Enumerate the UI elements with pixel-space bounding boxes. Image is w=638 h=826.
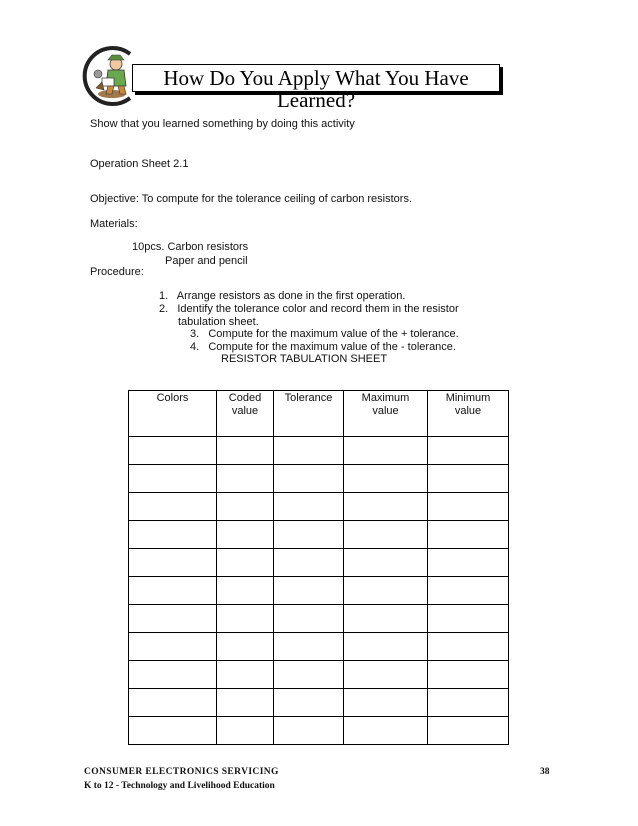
footer-course: CONSUMER ELECTRONICS SERVICING — [84, 767, 279, 777]
table-cell[interactable] — [217, 689, 274, 717]
table-cell[interactable] — [274, 437, 344, 465]
column-header: Maximum value — [344, 391, 428, 437]
table-cell[interactable] — [274, 661, 344, 689]
table-cell[interactable] — [274, 465, 344, 493]
column-header: Colors — [129, 391, 217, 437]
step-number: 1. — [159, 290, 169, 302]
table-cell[interactable] — [428, 633, 509, 661]
step-text: Identify the tolerance color and record them in the resistor — [177, 303, 459, 315]
table-cell[interactable] — [428, 437, 509, 465]
table-cell[interactable] — [344, 577, 428, 605]
footer-program: K to 12 - Technology and Livelihood Education — [84, 781, 275, 791]
table-cell[interactable] — [344, 633, 428, 661]
table-cell[interactable] — [217, 633, 274, 661]
procedure-step — [159, 290, 405, 303]
table-cell[interactable] — [129, 689, 217, 717]
table-cell[interactable] — [217, 521, 274, 549]
procedure-step — [159, 303, 459, 316]
table-cell[interactable] — [274, 605, 344, 633]
table-row — [129, 549, 509, 577]
table-cell[interactable] — [274, 717, 344, 745]
table-cell[interactable] — [274, 689, 344, 717]
table-row — [129, 717, 509, 745]
table-cell[interactable] — [428, 577, 509, 605]
table-cell[interactable] — [217, 577, 274, 605]
table-cell[interactable] — [129, 465, 217, 493]
table-row — [129, 577, 509, 605]
step-text: Compute for the maximum value of the + tolerance. — [208, 328, 459, 340]
objective-text: Objective: To compute for the tolerance ceiling of carbon resistors. — [90, 193, 413, 205]
table-row — [129, 689, 509, 717]
table-cell[interactable] — [129, 493, 217, 521]
step-number: 3. — [190, 328, 200, 340]
table-cell[interactable] — [217, 661, 274, 689]
sheet-title: Operation Sheet 2.1 — [90, 158, 189, 170]
page-title-box — [132, 64, 500, 112]
table-row — [129, 437, 509, 465]
table-cell[interactable] — [344, 605, 428, 633]
step-text: Compute for the maximum value of the - tolerance. — [208, 341, 456, 353]
step-text-continued: tabulation sheet. — [178, 316, 259, 328]
table-cell[interactable] — [344, 549, 428, 577]
table-cell[interactable] — [129, 605, 217, 633]
table-cell[interactable] — [217, 465, 274, 493]
table-cell[interactable] — [217, 493, 274, 521]
table-cell[interactable] — [344, 717, 428, 745]
table-cell[interactable] — [274, 549, 344, 577]
table-cell[interactable] — [274, 493, 344, 521]
column-header: Tolerance — [274, 391, 344, 437]
table-row — [129, 493, 509, 521]
table-cell[interactable] — [217, 605, 274, 633]
step-number: 2. — [159, 303, 169, 315]
table-cell[interactable] — [129, 717, 217, 745]
table-cell[interactable] — [274, 521, 344, 549]
table-header-row — [129, 391, 509, 437]
table-cell[interactable] — [129, 633, 217, 661]
table-cell[interactable] — [129, 577, 217, 605]
table-cell[interactable] — [129, 549, 217, 577]
table-row — [129, 465, 509, 493]
table-cell[interactable] — [344, 689, 428, 717]
table-row — [129, 661, 509, 689]
table-cell[interactable] — [344, 661, 428, 689]
page-title: How Do You Apply What You Have Learned? — [163, 66, 469, 112]
table-cell[interactable] — [428, 493, 509, 521]
table-cell[interactable] — [344, 521, 428, 549]
procedure-label: Procedure: — [90, 266, 144, 278]
column-header: Coded value — [217, 391, 274, 437]
table-cell[interactable] — [129, 661, 217, 689]
table-cell[interactable] — [274, 633, 344, 661]
material-item: 10pcs. Carbon resistors — [132, 241, 249, 253]
column-header: Minimum value — [428, 391, 509, 437]
step-number: 4. — [190, 341, 200, 353]
table-cell[interactable] — [129, 521, 217, 549]
table-cell[interactable] — [129, 437, 217, 465]
materials-label: Materials: — [90, 218, 138, 230]
table-cell[interactable] — [344, 437, 428, 465]
table-cell[interactable] — [428, 465, 509, 493]
table-title: RESISTOR TABULATION SHEET — [221, 353, 388, 365]
table-cell[interactable] — [428, 689, 509, 717]
table-cell[interactable] — [428, 549, 509, 577]
table-row — [129, 633, 509, 661]
table-cell[interactable] — [274, 577, 344, 605]
table-cell[interactable] — [428, 605, 509, 633]
material-item: Paper and pencil — [165, 255, 248, 267]
step-text: Arrange resistors as done in the first operation. — [176, 290, 406, 302]
intro-text: Show that you learned something by doing this activity — [90, 118, 355, 130]
table-cell[interactable] — [428, 717, 509, 745]
table-row — [129, 605, 509, 633]
table-cell[interactable] — [428, 661, 509, 689]
table-cell[interactable] — [344, 493, 428, 521]
table-cell[interactable] — [217, 437, 274, 465]
procedure-step — [190, 328, 459, 341]
table-cell[interactable] — [217, 717, 274, 745]
table-cell[interactable] — [428, 521, 509, 549]
table-row — [129, 521, 509, 549]
resistor-tabulation-table — [128, 390, 509, 745]
table-cell[interactable] — [217, 549, 274, 577]
page-number: 38 — [540, 767, 550, 777]
table-cell[interactable] — [344, 465, 428, 493]
